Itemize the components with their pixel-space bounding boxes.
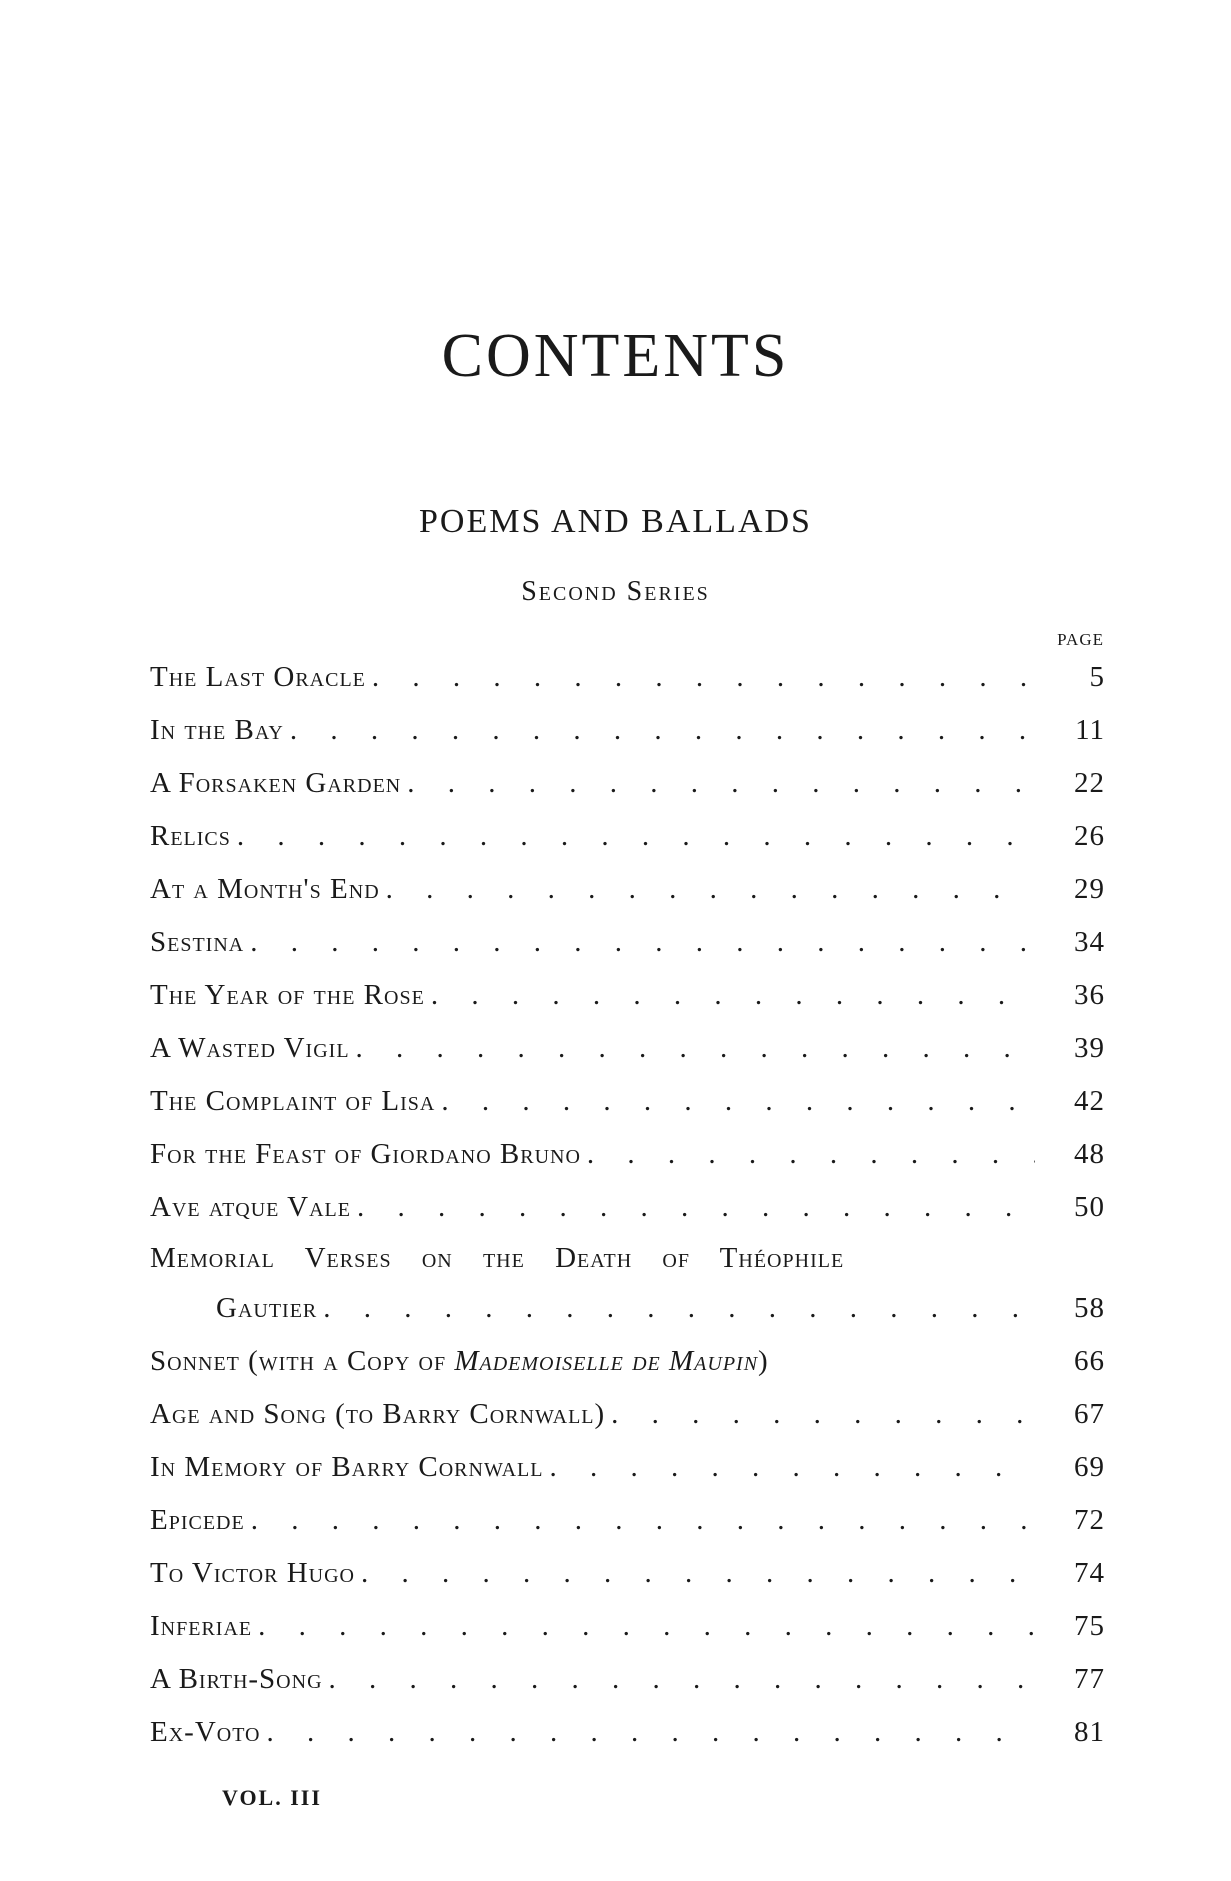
toc-entry-page: 36 bbox=[1074, 979, 1105, 1011]
section-subtitle: Second Series bbox=[521, 576, 710, 607]
leader-dots bbox=[231, 810, 1035, 863]
toc-entry-title: Ex-Voto bbox=[150, 1716, 261, 1748]
toc-entry-page: 29 bbox=[1074, 873, 1105, 905]
leader-dots bbox=[244, 916, 1035, 969]
leader-dots bbox=[245, 1494, 1035, 1547]
toc-entry-title: Age and Song (to Barry Cornwall) bbox=[150, 1398, 606, 1430]
toc-entry-title: In the Bay bbox=[150, 714, 284, 746]
leader-dots bbox=[355, 1547, 1035, 1600]
toc-entry[interactable] bbox=[150, 916, 1105, 969]
sonnet-title-suffix: ) bbox=[758, 1345, 769, 1377]
toc-entry-title: Relics bbox=[150, 820, 231, 852]
toc-entry[interactable] bbox=[150, 863, 1105, 916]
leader-dots bbox=[252, 1600, 1035, 1653]
toc-entry-page: 74 bbox=[1074, 1557, 1105, 1589]
toc-entry[interactable] bbox=[150, 757, 1105, 810]
leader-dots bbox=[284, 704, 1035, 757]
toc-entry[interactable] bbox=[150, 1388, 1105, 1441]
toc-entry-title: Ave atque Vale bbox=[150, 1191, 351, 1223]
leader-dots bbox=[366, 651, 1035, 704]
toc-entry-title: Inferiae bbox=[150, 1610, 253, 1642]
toc-entry[interactable] bbox=[150, 651, 1105, 704]
sonnet-title-prefix: Sonnet (with a Copy of bbox=[150, 1345, 455, 1377]
leader-dots bbox=[435, 1075, 1035, 1128]
toc-entry-page: 75 bbox=[1074, 1610, 1105, 1642]
leader-dots bbox=[425, 969, 1035, 1022]
toc-entry-title: In Memory of Barry Cornwall bbox=[150, 1451, 544, 1483]
toc-entry[interactable] bbox=[150, 1181, 1105, 1234]
toc-entry[interactable] bbox=[150, 1441, 1105, 1494]
toc-entry[interactable] bbox=[150, 1600, 1105, 1653]
toc-entry-page: 72 bbox=[1074, 1504, 1105, 1536]
leader-dots bbox=[351, 1181, 1035, 1234]
toc-entry-page: 77 bbox=[1074, 1663, 1105, 1695]
toc-entry[interactable] bbox=[150, 1022, 1105, 1075]
sonnet-title-italic: Mademoiselle de Maupin bbox=[454, 1345, 759, 1377]
toc-entry-title: A Forsaken Garden bbox=[150, 767, 402, 799]
toc-entry[interactable] bbox=[150, 1706, 1105, 1759]
toc-entry[interactable] bbox=[150, 1547, 1105, 1600]
leader-dots bbox=[544, 1441, 1036, 1494]
toc-entry-title: Epicede bbox=[150, 1504, 245, 1536]
toc-entry-page: 48 bbox=[1074, 1138, 1105, 1170]
toc-entry-page: 66 bbox=[1074, 1345, 1105, 1377]
toc-entry-page: 50 bbox=[1074, 1191, 1105, 1223]
toc-entry[interactable] bbox=[150, 704, 1105, 757]
table-of-contents bbox=[150, 651, 1105, 1759]
toc-entry-title: For the Feast of Giordano Bruno bbox=[150, 1138, 581, 1170]
toc-entry-memorial-line2[interactable] bbox=[150, 1282, 1105, 1335]
toc-entry-page: 69 bbox=[1074, 1451, 1105, 1483]
toc-entry[interactable] bbox=[150, 969, 1105, 1022]
toc-entry-page: 5 bbox=[1089, 661, 1105, 693]
toc-entry-title-continued: Gautier bbox=[216, 1292, 318, 1324]
toc-entry-sonnet[interactable] bbox=[150, 1335, 1105, 1388]
toc-entry-page: 67 bbox=[1074, 1398, 1105, 1430]
page-title: CONTENTS bbox=[441, 322, 790, 390]
toc-entry-page: 39 bbox=[1074, 1032, 1105, 1064]
toc-entry-page: 26 bbox=[1074, 820, 1105, 852]
volume-signature: VOL. III bbox=[222, 1785, 322, 1810]
toc-entry[interactable] bbox=[150, 1653, 1105, 1706]
toc-entry-title: A Wasted Vigil bbox=[150, 1032, 350, 1064]
leader-dots bbox=[605, 1388, 1035, 1441]
toc-entry-page: 42 bbox=[1074, 1085, 1105, 1117]
toc-entry-title: Sestina bbox=[150, 926, 245, 958]
toc-entry-page: 22 bbox=[1074, 767, 1105, 799]
toc-entry-page: 81 bbox=[1074, 1716, 1105, 1748]
toc-entry[interactable] bbox=[150, 810, 1105, 863]
toc-entry-title: A Birth-Song bbox=[150, 1663, 323, 1695]
toc-entry-title bbox=[150, 1335, 769, 1388]
page-column-label: PAGE bbox=[1057, 630, 1104, 649]
leader-dots bbox=[323, 1653, 1035, 1706]
toc-entry-page: 11 bbox=[1075, 714, 1105, 746]
leader-dots bbox=[581, 1128, 1035, 1181]
toc-entry-title: Memorial Verses on the Death of Théophile bbox=[150, 1242, 845, 1274]
toc-entry[interactable] bbox=[150, 1075, 1105, 1128]
toc-entry-page: 58 bbox=[1074, 1292, 1105, 1324]
toc-entry-title: The Last Oracle bbox=[150, 661, 366, 693]
toc-entry-title: The Year of the Rose bbox=[150, 979, 425, 1011]
leader-dots bbox=[350, 1022, 1035, 1075]
toc-entry[interactable] bbox=[150, 1494, 1105, 1547]
toc-entry-memorial-line1[interactable] bbox=[150, 1234, 1105, 1282]
toc-entry[interactable] bbox=[150, 1128, 1105, 1181]
section-title: POEMS AND BALLADS bbox=[419, 503, 812, 540]
leader-dots bbox=[317, 1282, 1035, 1335]
toc-entry-title: To Victor Hugo bbox=[150, 1557, 355, 1589]
toc-entry-page: 34 bbox=[1074, 926, 1105, 958]
toc-entry-title: The Complaint of Lisa bbox=[150, 1085, 436, 1117]
toc-entry-title: At a Month's End bbox=[150, 873, 380, 905]
leader-dots bbox=[380, 863, 1035, 916]
leader-dots bbox=[401, 757, 1035, 810]
leader-dots bbox=[261, 1706, 1036, 1759]
